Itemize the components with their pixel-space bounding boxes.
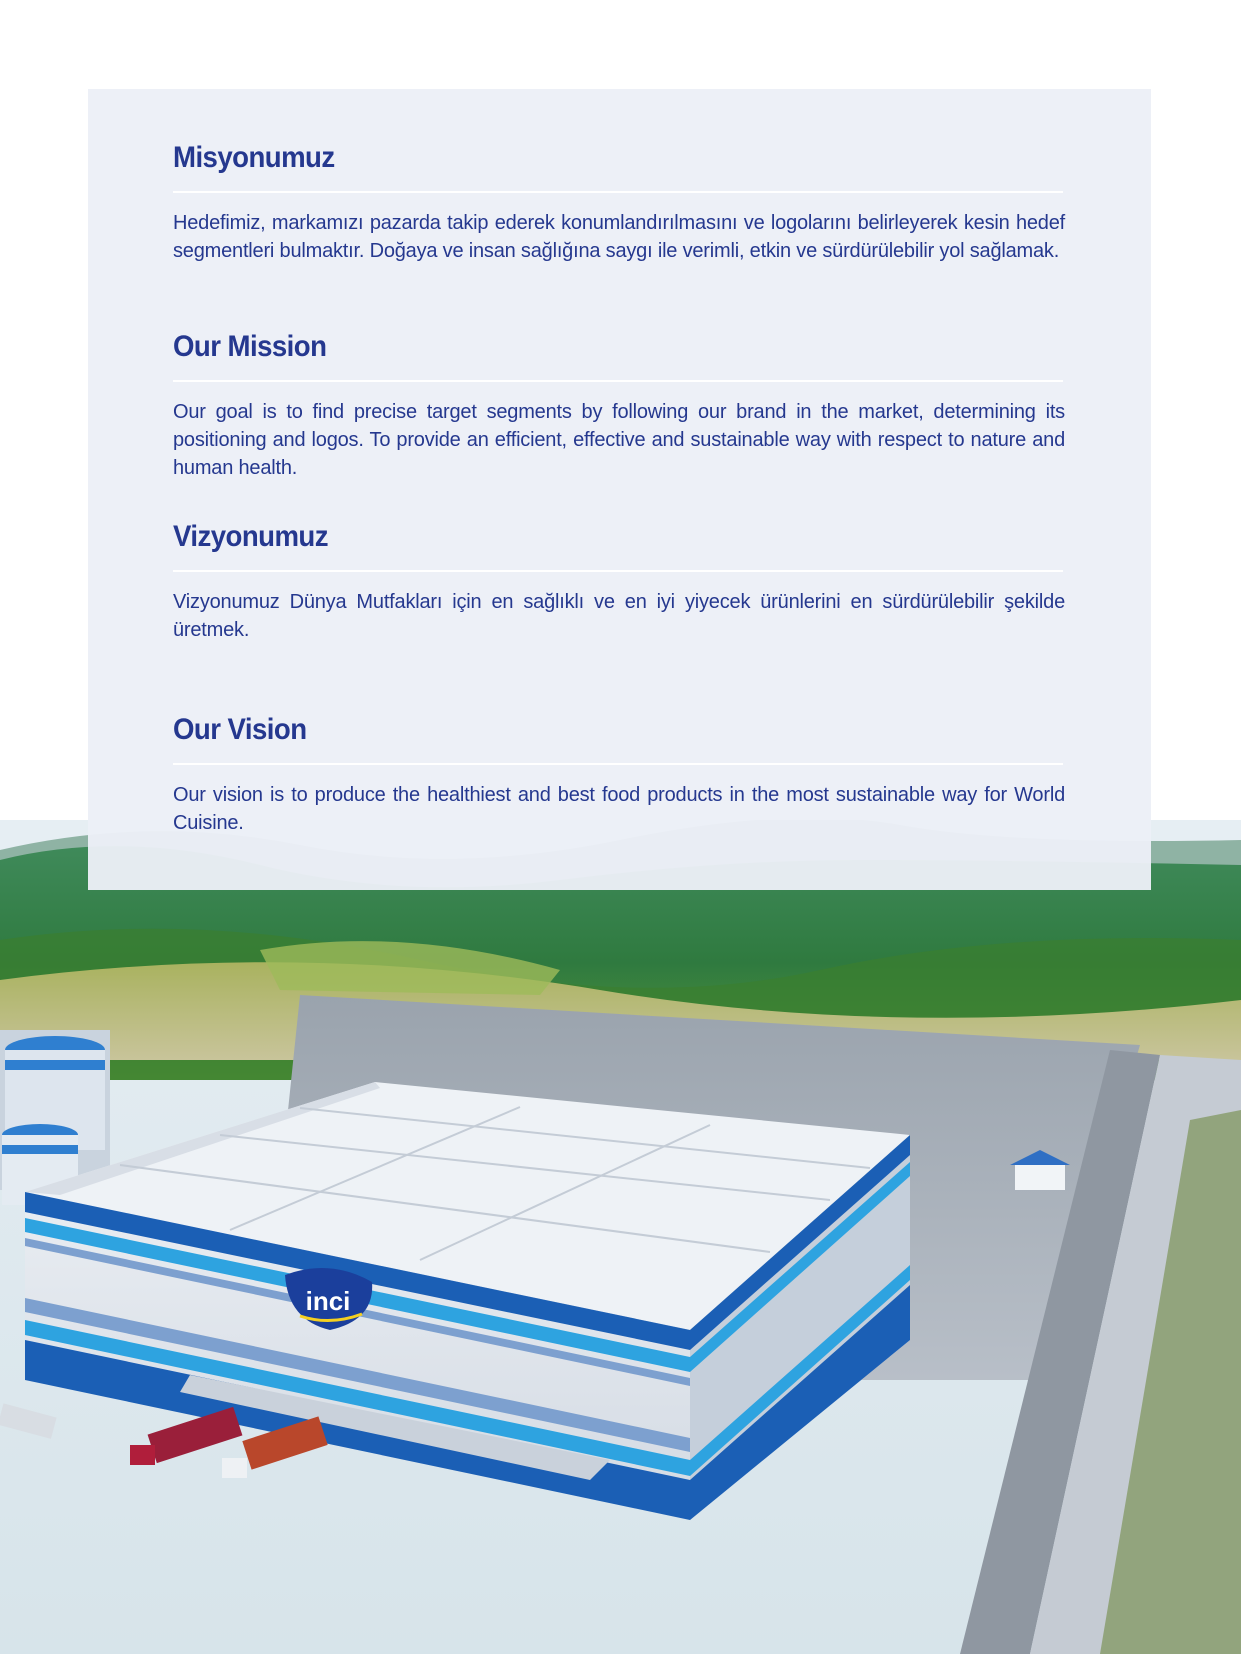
section-heading: Misyonumuz bbox=[173, 141, 335, 174]
section-heading: Our Mission bbox=[173, 330, 327, 363]
section-text: Vizyonumuz Dünya Mutfakları için en sağlıklı ve en iyi yiyecek ürünlerini en sürdürülebilir şekilde üretmek. bbox=[173, 591, 1065, 641]
divider bbox=[173, 570, 1063, 572]
section-text: Hedefimiz, markamızı pazarda takip ederek konumlandırılmasını ve logolarını belirleyerek kesin hedef segmentleri bulmaktır. Doğaya ve insan sağlığına saygı ile verimli, etkin ve sürdürülebilir yol sağlamak. bbox=[173, 212, 1065, 262]
svg-text:inci: inci bbox=[305, 1286, 351, 1316]
mission-vision-panel bbox=[88, 89, 1151, 890]
factory-aerial-photo bbox=[0, 820, 1241, 1654]
section-heading: Our Vision bbox=[173, 713, 307, 746]
vision-en-section bbox=[173, 711, 1065, 837]
divider bbox=[173, 191, 1063, 193]
divider bbox=[173, 763, 1063, 765]
section-text: Our vision is to produce the healthiest and best food products in the most sustainable way for World Cuisine. bbox=[173, 784, 1065, 834]
mission-en-section bbox=[173, 328, 1065, 482]
section-heading: Vizyonumuz bbox=[173, 520, 328, 553]
divider bbox=[173, 380, 1063, 382]
vision-tr-section bbox=[173, 518, 1065, 644]
section-text: Our goal is to find precise target segments by following our brand in the market, determining its positioning and logos. To provide an efficient, effective and sustainable way with respect to nature and human health. bbox=[173, 401, 1065, 479]
mission-tr-section bbox=[173, 139, 1065, 265]
